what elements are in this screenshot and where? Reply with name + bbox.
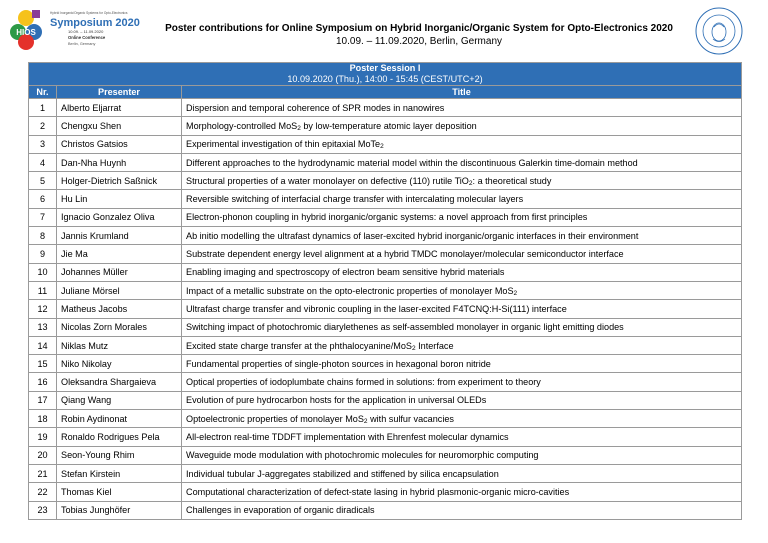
page-header (160, 22, 678, 48)
presenter-name: Seon-Young Rhim (57, 446, 182, 464)
presenter-name: Qiang Wang (57, 391, 182, 409)
svg-text:HIOS: HIOS (16, 28, 36, 37)
table-row (29, 318, 742, 336)
table-body (29, 99, 742, 520)
session-header (29, 63, 742, 86)
presenter-name: Oleksandra Shargaieva (57, 373, 182, 391)
poster-title: Fundamental properties of single-photon sources in hexagonal boron nitride (182, 355, 742, 373)
row-number: 17 (29, 391, 57, 409)
row-number: 14 (29, 336, 57, 354)
poster-title: Morphology-controlled MoS$_2$ by low-temperature atomic layer deposition (182, 117, 742, 135)
presenter-name: Stefan Kirstein (57, 464, 182, 482)
poster-title: Electron-phonon coupling in hybrid inorganic/organic systems: a novel approach from first principles (182, 208, 742, 226)
presenter-name: Juliane Mörsel (57, 281, 182, 299)
table-row (29, 153, 742, 171)
table-row (29, 208, 742, 226)
poster-title: Impact of a metallic substrate on the opto-electronic properties of monolayer MoS$_2$ (182, 281, 742, 299)
presenter-name: Tobias Junghöfer (57, 501, 182, 519)
poster-title: Switching impact of photochromic diarylethenes as self-assembled monolayer in organic light emitting diodes (182, 318, 742, 336)
row-number: 23 (29, 501, 57, 519)
row-number: 3 (29, 135, 57, 153)
svg-text:Hybrid Inorganic/Organic Syste: Hybrid Inorganic/Organic Systems for Opto-Electronics (50, 11, 128, 15)
table-row (29, 99, 742, 117)
table-row (29, 245, 742, 263)
table-row (29, 410, 742, 428)
table-row (29, 446, 742, 464)
row-number: 20 (29, 446, 57, 464)
session-datetime: 10.09.2020 (Thu.), 14:00 - 15:45 (CEST/UTC+2) (287, 74, 483, 84)
presenter-name: Christos Gatsios (57, 135, 182, 153)
poster-title: Excited state charge transfer at the phthalocyanine/MoS$_2$ Interface (182, 336, 742, 354)
column-title: Title (182, 86, 742, 99)
row-number: 12 (29, 300, 57, 318)
row-number: 19 (29, 428, 57, 446)
svg-text:Online Conference: Online Conference (68, 35, 106, 40)
poster-title: Challenges in evaporation of organic diradicals (182, 501, 742, 519)
row-number: 1 (29, 99, 57, 117)
poster-title: Computational characterization of defect-state lasing in hybrid plasmonic-organic micro-cavities (182, 483, 742, 501)
presenter-name: Nicolas Zorn Morales (57, 318, 182, 336)
table-row (29, 263, 742, 281)
presenter-name: Matheus Jacobs (57, 300, 182, 318)
table-row (29, 336, 742, 354)
column-nr: Nr. (29, 86, 57, 99)
table-row (29, 355, 742, 373)
table-row (29, 391, 742, 409)
presenter-name: Niko Nikolay (57, 355, 182, 373)
svg-text:Symposium 2020: Symposium 2020 (50, 17, 140, 29)
row-number: 22 (29, 483, 57, 501)
presenter-name: Thomas Kiel (57, 483, 182, 501)
row-number: 11 (29, 281, 57, 299)
column-presenter: Presenter (57, 86, 182, 99)
poster-session-table (28, 62, 742, 520)
table-row (29, 464, 742, 482)
poster-title: Different approaches to the hydrodynamic material model within the discontinuous Galerkin time-domain method (182, 153, 742, 171)
row-number: 18 (29, 410, 57, 428)
presenter-name: Jannis Krumland (57, 227, 182, 245)
presenter-name: Niklas Mutz (57, 336, 182, 354)
row-number: 9 (29, 245, 57, 263)
table-row (29, 373, 742, 391)
poster-title: Optoelectronic properties of monolayer MoS$_2$ with sulfur vacancies (182, 410, 742, 428)
table-row (29, 501, 742, 519)
svg-text:Berlin, Germany: Berlin, Germany (68, 42, 96, 46)
poster-title: Optical properties of iodoplumbate chains formed in solutions: from experiment to theory (182, 373, 742, 391)
presenter-name: Alberto Eljarrat (57, 99, 182, 117)
row-number: 5 (29, 172, 57, 190)
row-number: 2 (29, 117, 57, 135)
row-number: 10 (29, 263, 57, 281)
poster-title: Structural properties of a water monolayer on defective (110) rutile TiO$_2$: a theoretical study (182, 172, 742, 190)
table-row (29, 428, 742, 446)
poster-title: Dispersion and temporal coherence of SPR modes in nanowires (182, 99, 742, 117)
presenter-name: Jie Ma (57, 245, 182, 263)
poster-title: Evolution of pure hydrocarbon hosts for the application in universal OLEDs (182, 391, 742, 409)
university-seal (694, 6, 744, 56)
presenter-name: Ignacio Gonzalez Oliva (57, 208, 182, 226)
presenter-name: Ronaldo Rodrigues Pela (57, 428, 182, 446)
column-headers (29, 86, 742, 99)
table-row (29, 117, 742, 135)
row-number: 7 (29, 208, 57, 226)
poster-title: Ultrafast charge transfer and vibronic coupling in the laser-excited F4TCNQ:H-Si(111) interface (182, 300, 742, 318)
svg-text:10.09. – 11.09.2020: 10.09. – 11.09.2020 (68, 29, 104, 34)
humboldt-seal-icon (694, 6, 744, 56)
row-number: 21 (29, 464, 57, 482)
table-row (29, 483, 742, 501)
poster-title: Reversible switching of interfacial charge transfer with intercalating molecular layers (182, 190, 742, 208)
presenter-name: Robin Aydinonat (57, 410, 182, 428)
poster-title: Waveguide mode modulation with photochromic molecules for neuromorphic computing (182, 446, 742, 464)
table-row (29, 190, 742, 208)
row-number: 16 (29, 373, 57, 391)
row-number: 8 (29, 227, 57, 245)
poster-title: Experimental investigation of thin epitaxial MoTe$_2$ (182, 135, 742, 153)
table-row (29, 281, 742, 299)
poster-title: Enabling imaging and spectroscopy of electron beam sensitive hybrid materials (182, 263, 742, 281)
row-number: 4 (29, 153, 57, 171)
presenter-name: Holger-Dietrich Saßnick (57, 172, 182, 190)
presenter-name: Chengxu Shen (57, 117, 182, 135)
table-row (29, 172, 742, 190)
table-row (29, 135, 742, 153)
poster-title: Individual tubular J-aggregates stabilized and stiffened by silica encapsulation (182, 464, 742, 482)
row-number: 6 (29, 190, 57, 208)
poster-title: Ab initio modelling the ultrafast dynamics of laser-excited hybrid inorganic/organic interfaces in their environment (182, 227, 742, 245)
poster-title: All-electron real-time TDDFT implementation with Ehrenfest molecular dynamics (182, 428, 742, 446)
poster-title: Substrate dependent energy level alignment at a hybrid TMDC monolayer/molecular semiconductor interface (182, 245, 742, 263)
row-number: 15 (29, 355, 57, 373)
table-row (29, 227, 742, 245)
hios-logo-icon (8, 8, 158, 52)
presenter-name: Johannes Müller (57, 263, 182, 281)
symposium-logo (8, 8, 158, 52)
presenter-name: Dan-Nha Huynh (57, 153, 182, 171)
presenter-name: Hu Lin (57, 190, 182, 208)
page-title: Poster contributions for Online Symposium on Hybrid Inorganic/Organic System for Opto-Electronics 2020 (165, 23, 673, 34)
session-title: Poster Session I (349, 63, 421, 73)
row-number: 13 (29, 318, 57, 336)
table-row (29, 300, 742, 318)
page-subtitle: 10.09. – 11.09.2020, Berlin, Germany (335, 36, 503, 47)
